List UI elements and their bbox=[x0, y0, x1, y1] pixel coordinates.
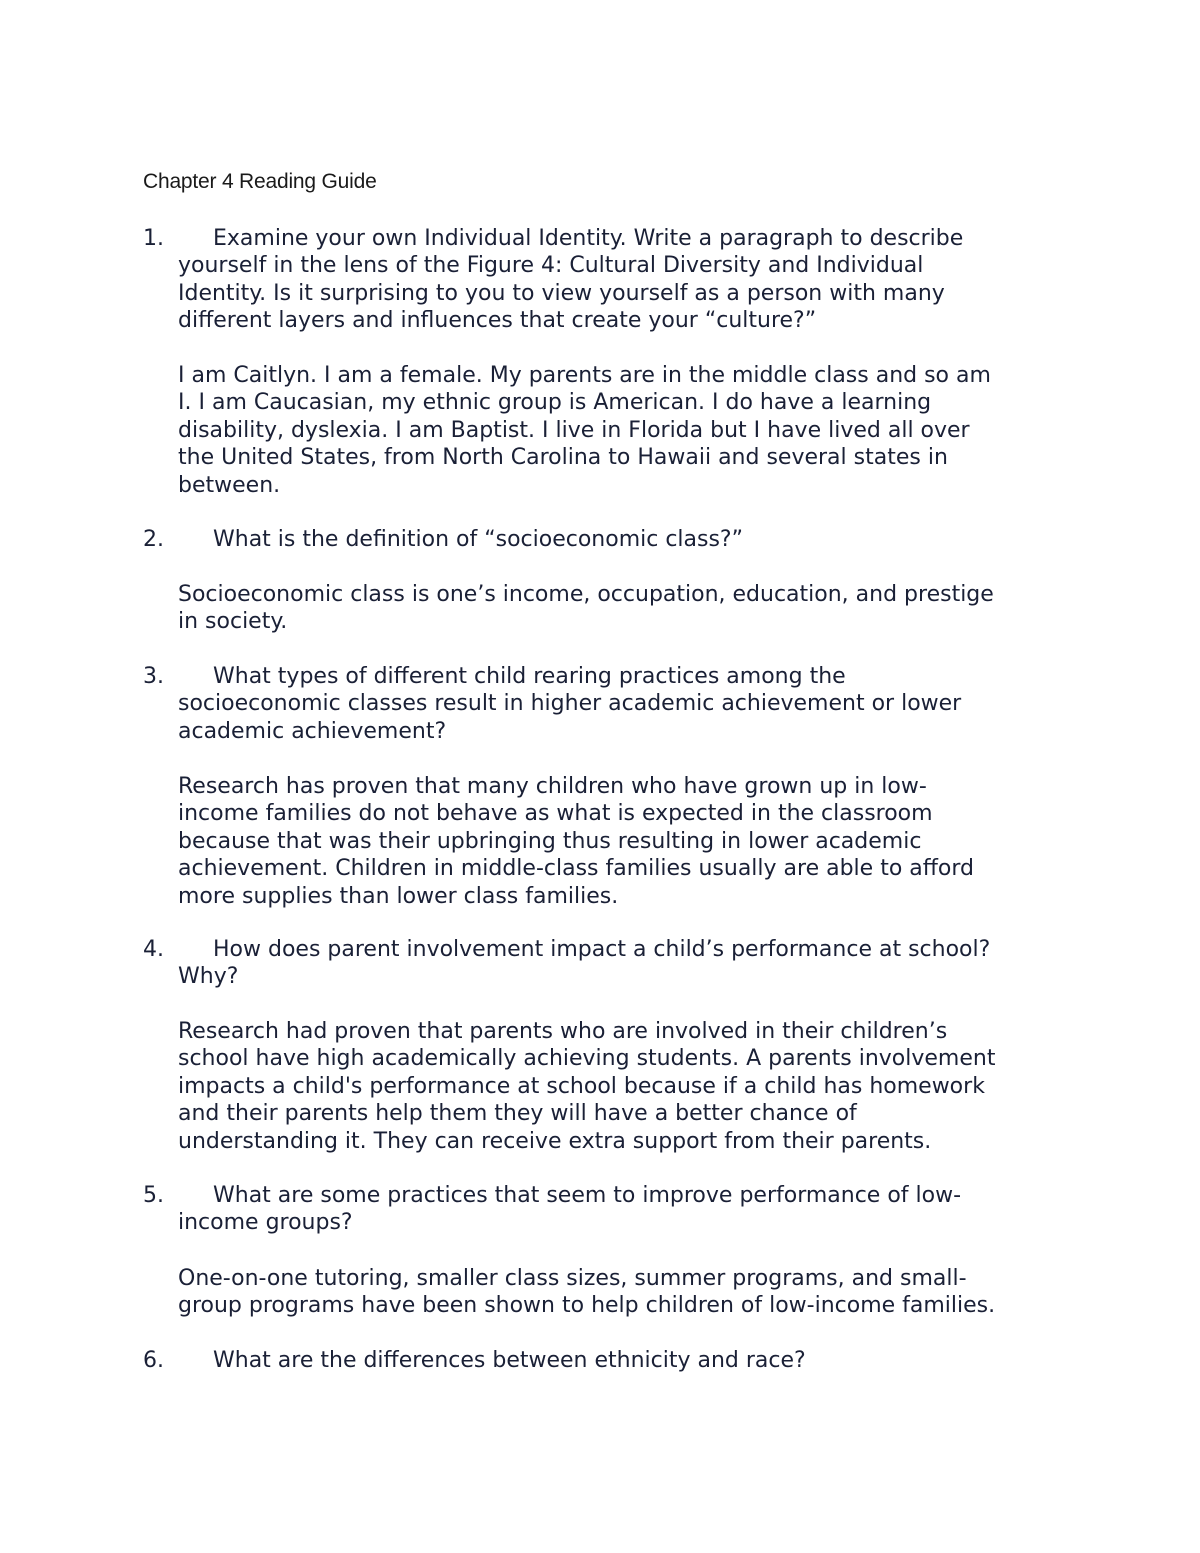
question-number: 3. bbox=[143, 664, 164, 689]
answer-1: I am Caitlyn. I am a female. My parents are in the middle class and so am I. I am Caucasian, my ethnic group is American. I do have a learning disability, dyslexia. I am Baptist. I live in Florida but I have lived all over the United States, from North Carolina to Hawaii and several states in between. bbox=[178, 363, 991, 498]
question-number: 6. bbox=[143, 1348, 164, 1373]
question-text: How does parent involvement impact a child’s performance at school? Why? bbox=[178, 937, 991, 990]
question-4 bbox=[143, 936, 1063, 991]
question-number: 5. bbox=[143, 1183, 164, 1208]
question-text: What types of different child rearing practices among the socioeconomic classes result in higher academic achievement or lower academic achievement? bbox=[178, 664, 962, 744]
answer-4: Research had proven that parents who are involved in their children’s school have high academically achieving students. A parents involvement impacts a child's performance at school because if a child has homework and their parents help them they will have a better chance of understanding it. They can receive extra support from their parents. bbox=[178, 1019, 996, 1154]
question-number: 2. bbox=[143, 527, 164, 552]
question-text: What is the definition of “socioeconomic class?” bbox=[213, 527, 744, 552]
question-6 bbox=[143, 1347, 1063, 1374]
question-5 bbox=[143, 1182, 1063, 1237]
question-number: 4. bbox=[143, 937, 164, 962]
answer-3: Research has proven that many children who have grown up in low- income families do not behave as what is expected in the classroom because that was their upbringing thus resulting in lower academic achievement. Children in middle-class families usually are able to afford more supplies than lower class families. bbox=[178, 774, 974, 909]
answer-5: One-on-one tutoring, smaller class sizes, summer programs, and small- group programs have been shown to help children of low-income families. bbox=[178, 1266, 996, 1319]
question-1 bbox=[143, 225, 1063, 335]
question-2 bbox=[143, 526, 1063, 553]
question-text: What are the differences between ethnicity and race? bbox=[213, 1348, 806, 1373]
question-3 bbox=[143, 663, 1063, 745]
answer-2: Socioeconomic class is one’s income, occupation, education, and prestige in society. bbox=[178, 582, 994, 635]
question-text: What are some practices that seem to improve performance of low- income groups? bbox=[178, 1183, 962, 1236]
question-number: 1. bbox=[143, 226, 164, 251]
question-text: Examine your own Individual Identity. Write a paragraph to describe yourself in the lens of the Figure 4: Cultural Diversity and Individual Identity. Is it surprising to you to view yourself as a person with many different layers and influences that create your “culture?” bbox=[178, 226, 964, 334]
document-title: Chapter 4 Reading Guide bbox=[143, 170, 377, 193]
